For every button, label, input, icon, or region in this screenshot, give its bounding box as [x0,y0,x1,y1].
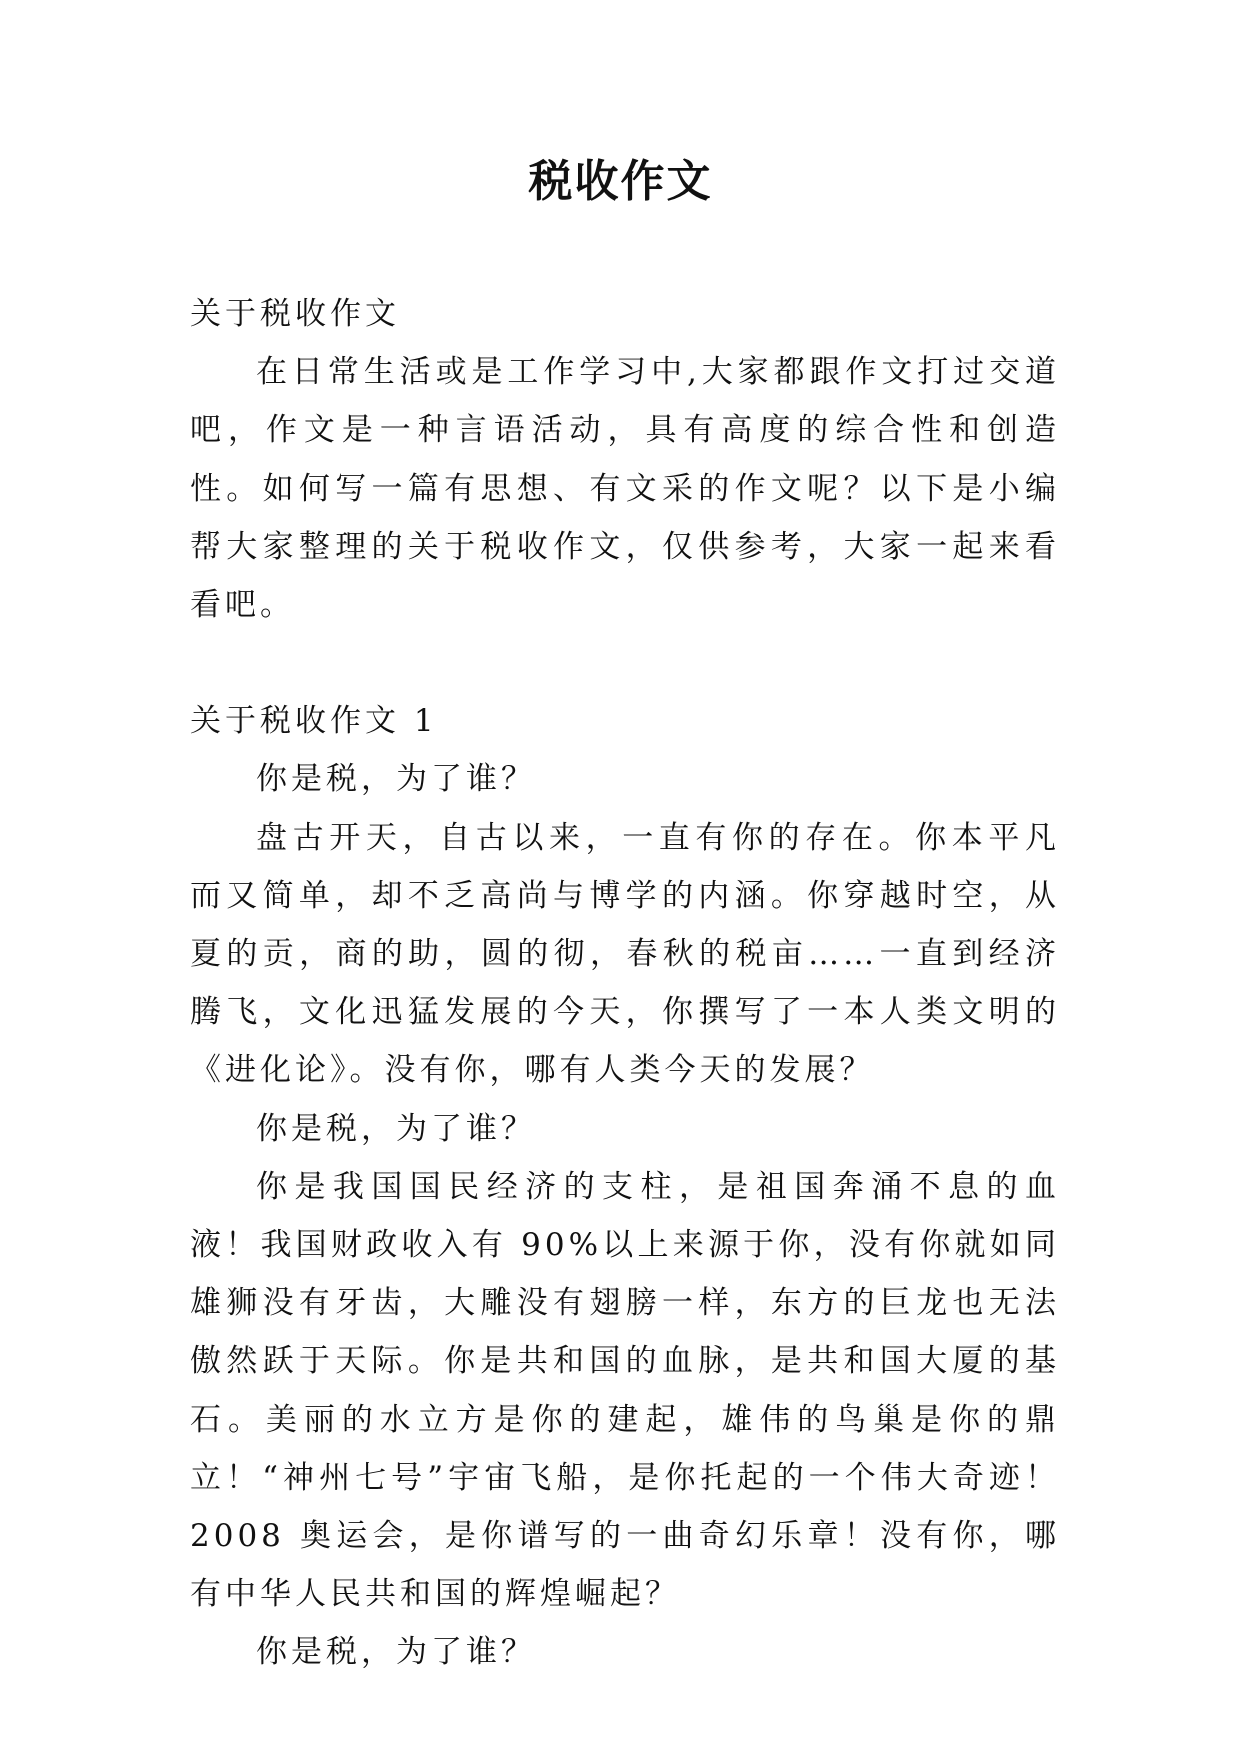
paragraph: 你是我国国民经济的支柱，是祖国奔涌不息的血液！我国财政收入有 90%以上来源于你，没有你就如同雄狮没有牙齿，大雕没有翅膀一样，东方的巨龙也无法傲然跃于天际。你是共和国的血脉，是共和国大厦的基石。美丽的水立方是你的建起，雄伟的鸟巢是你的鼎立！“神州七号”宇宙飞船，是你托起的一个伟大奇迹！2008 奥运会，是你谱写的一曲奇幻乐章！没有你，哪有中华人民共和国的辉煌崛起？ [190,1168,1060,1613]
document-title: 税收作文 [528,156,713,207]
essay-heading: 关于税收作文 1 [190,703,438,740]
paragraph: 你是税，为了谁？ [256,761,536,798]
section-heading: 关于税收作文 [190,296,400,332]
document-body [190,285,1060,1682]
paragraph: 你是税，为了谁？ [256,1634,536,1671]
paragraph: 你是税，为了谁？ [256,1110,536,1147]
intro-paragraph: 在日常生活或是工作学习中,大家都跟作文打过交道吧，作文是一种言语活动，具有高度的综合性和创造性。如何写一篇有思想、有文采的作文呢？以下是小编帮大家整理的关于税收作文，仅供参考，大家一起来看看吧。 [190,354,1060,624]
paragraph: 盘古开天，自古以来，一直有你的存在。你本平凡而又简单，却不乏高尚与博学的内涵。你穿越时空，从夏的贡，商的助，圆的彻，春秋的税亩……一直到经济腾飞，文化迅猛发展的今天，你撰写了一本人类文明的《进化论》。没有你，哪有人类今天的发展？ [190,819,1060,1089]
